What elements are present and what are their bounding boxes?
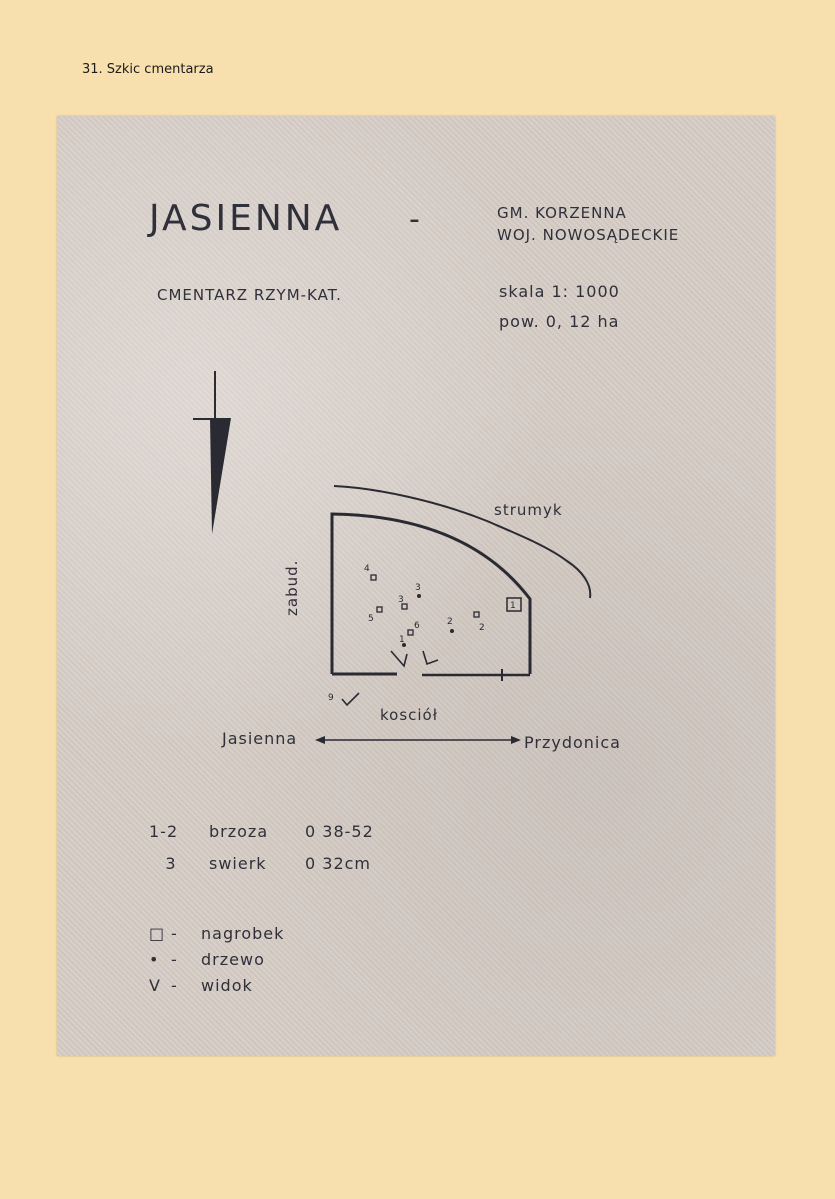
area-label: pow. 0, 12 ha [499, 312, 620, 331]
grave-marker [408, 630, 413, 635]
view-marker [423, 651, 438, 664]
marker-number: 2 [447, 617, 453, 627]
marker-number: 4 [364, 564, 370, 574]
symbol-legend-row [149, 950, 265, 969]
tree-legend-species: swierk [209, 854, 267, 873]
church-label: kosciół [380, 706, 438, 724]
stream-label: strumyk [494, 501, 563, 519]
legend-meaning: widok [201, 976, 253, 995]
tree-legend-ids: 1-2 [149, 822, 179, 841]
marker-number: 3 [415, 583, 421, 593]
grave-marker [474, 612, 479, 617]
symbol-legend-row [149, 976, 253, 995]
tree-legend-ids: 3 [165, 854, 177, 873]
tree-legend-diameter: 0 32cm [305, 854, 372, 873]
legend-meaning: nagrobek [201, 924, 285, 943]
title-dash: - [409, 202, 421, 237]
figure-caption: 31. Szkic cmentarza [82, 62, 214, 77]
road-east-label: Przydonica [524, 733, 621, 752]
road-west-label: Jasienna [222, 729, 298, 748]
tree-legend-diameter: 0 38-52 [305, 822, 374, 841]
tree-marker [450, 629, 454, 633]
view-symbol-icon: V [149, 976, 161, 995]
gmina-label: GM. KORZENNA [497, 204, 627, 222]
cemetery-type-label: CMENTARZ RZYM-KAT. [157, 286, 342, 304]
legend-dash: - [171, 924, 178, 943]
legend-dash: - [171, 950, 178, 969]
view-marker [342, 693, 359, 705]
tree-legend-row [149, 854, 371, 873]
sketch-photo [57, 116, 775, 1056]
tree-legend-species: brzoza [209, 822, 269, 841]
legend-meaning: drzewo [201, 950, 265, 969]
buildings-label: zabud. [283, 559, 301, 616]
view-markers [342, 651, 438, 705]
grave-symbol-icon: □ [149, 924, 166, 943]
sketch-title: JASIENNA [149, 198, 343, 239]
tree-marker [417, 594, 421, 598]
cemetery-outline [332, 514, 530, 674]
road-arrow [315, 736, 521, 744]
tree-symbol-icon: • [149, 950, 160, 969]
symbol-legend-row [149, 924, 284, 943]
marker-number: 6 [414, 621, 420, 631]
tree-legend-row [149, 822, 374, 841]
marker-number: 9 [328, 693, 334, 703]
marker-number: 1 [399, 635, 405, 645]
grave-marker [371, 575, 376, 580]
marker-number: 2 [479, 623, 485, 633]
grave-markers [371, 575, 479, 635]
marker-number: 3 [398, 595, 404, 605]
scale-label: skala 1: 1000 [499, 282, 620, 301]
wojewodztwo-label: WOJ. NOWOSĄDECKIE [497, 226, 680, 244]
marker-number: 1 [510, 601, 516, 611]
north-arrow-icon [193, 371, 231, 534]
view-marker [391, 651, 407, 666]
marker-number: 5 [368, 614, 374, 624]
sketch-drawing [57, 116, 775, 1056]
legend-dash: - [171, 976, 178, 995]
grave-marker [377, 607, 382, 612]
